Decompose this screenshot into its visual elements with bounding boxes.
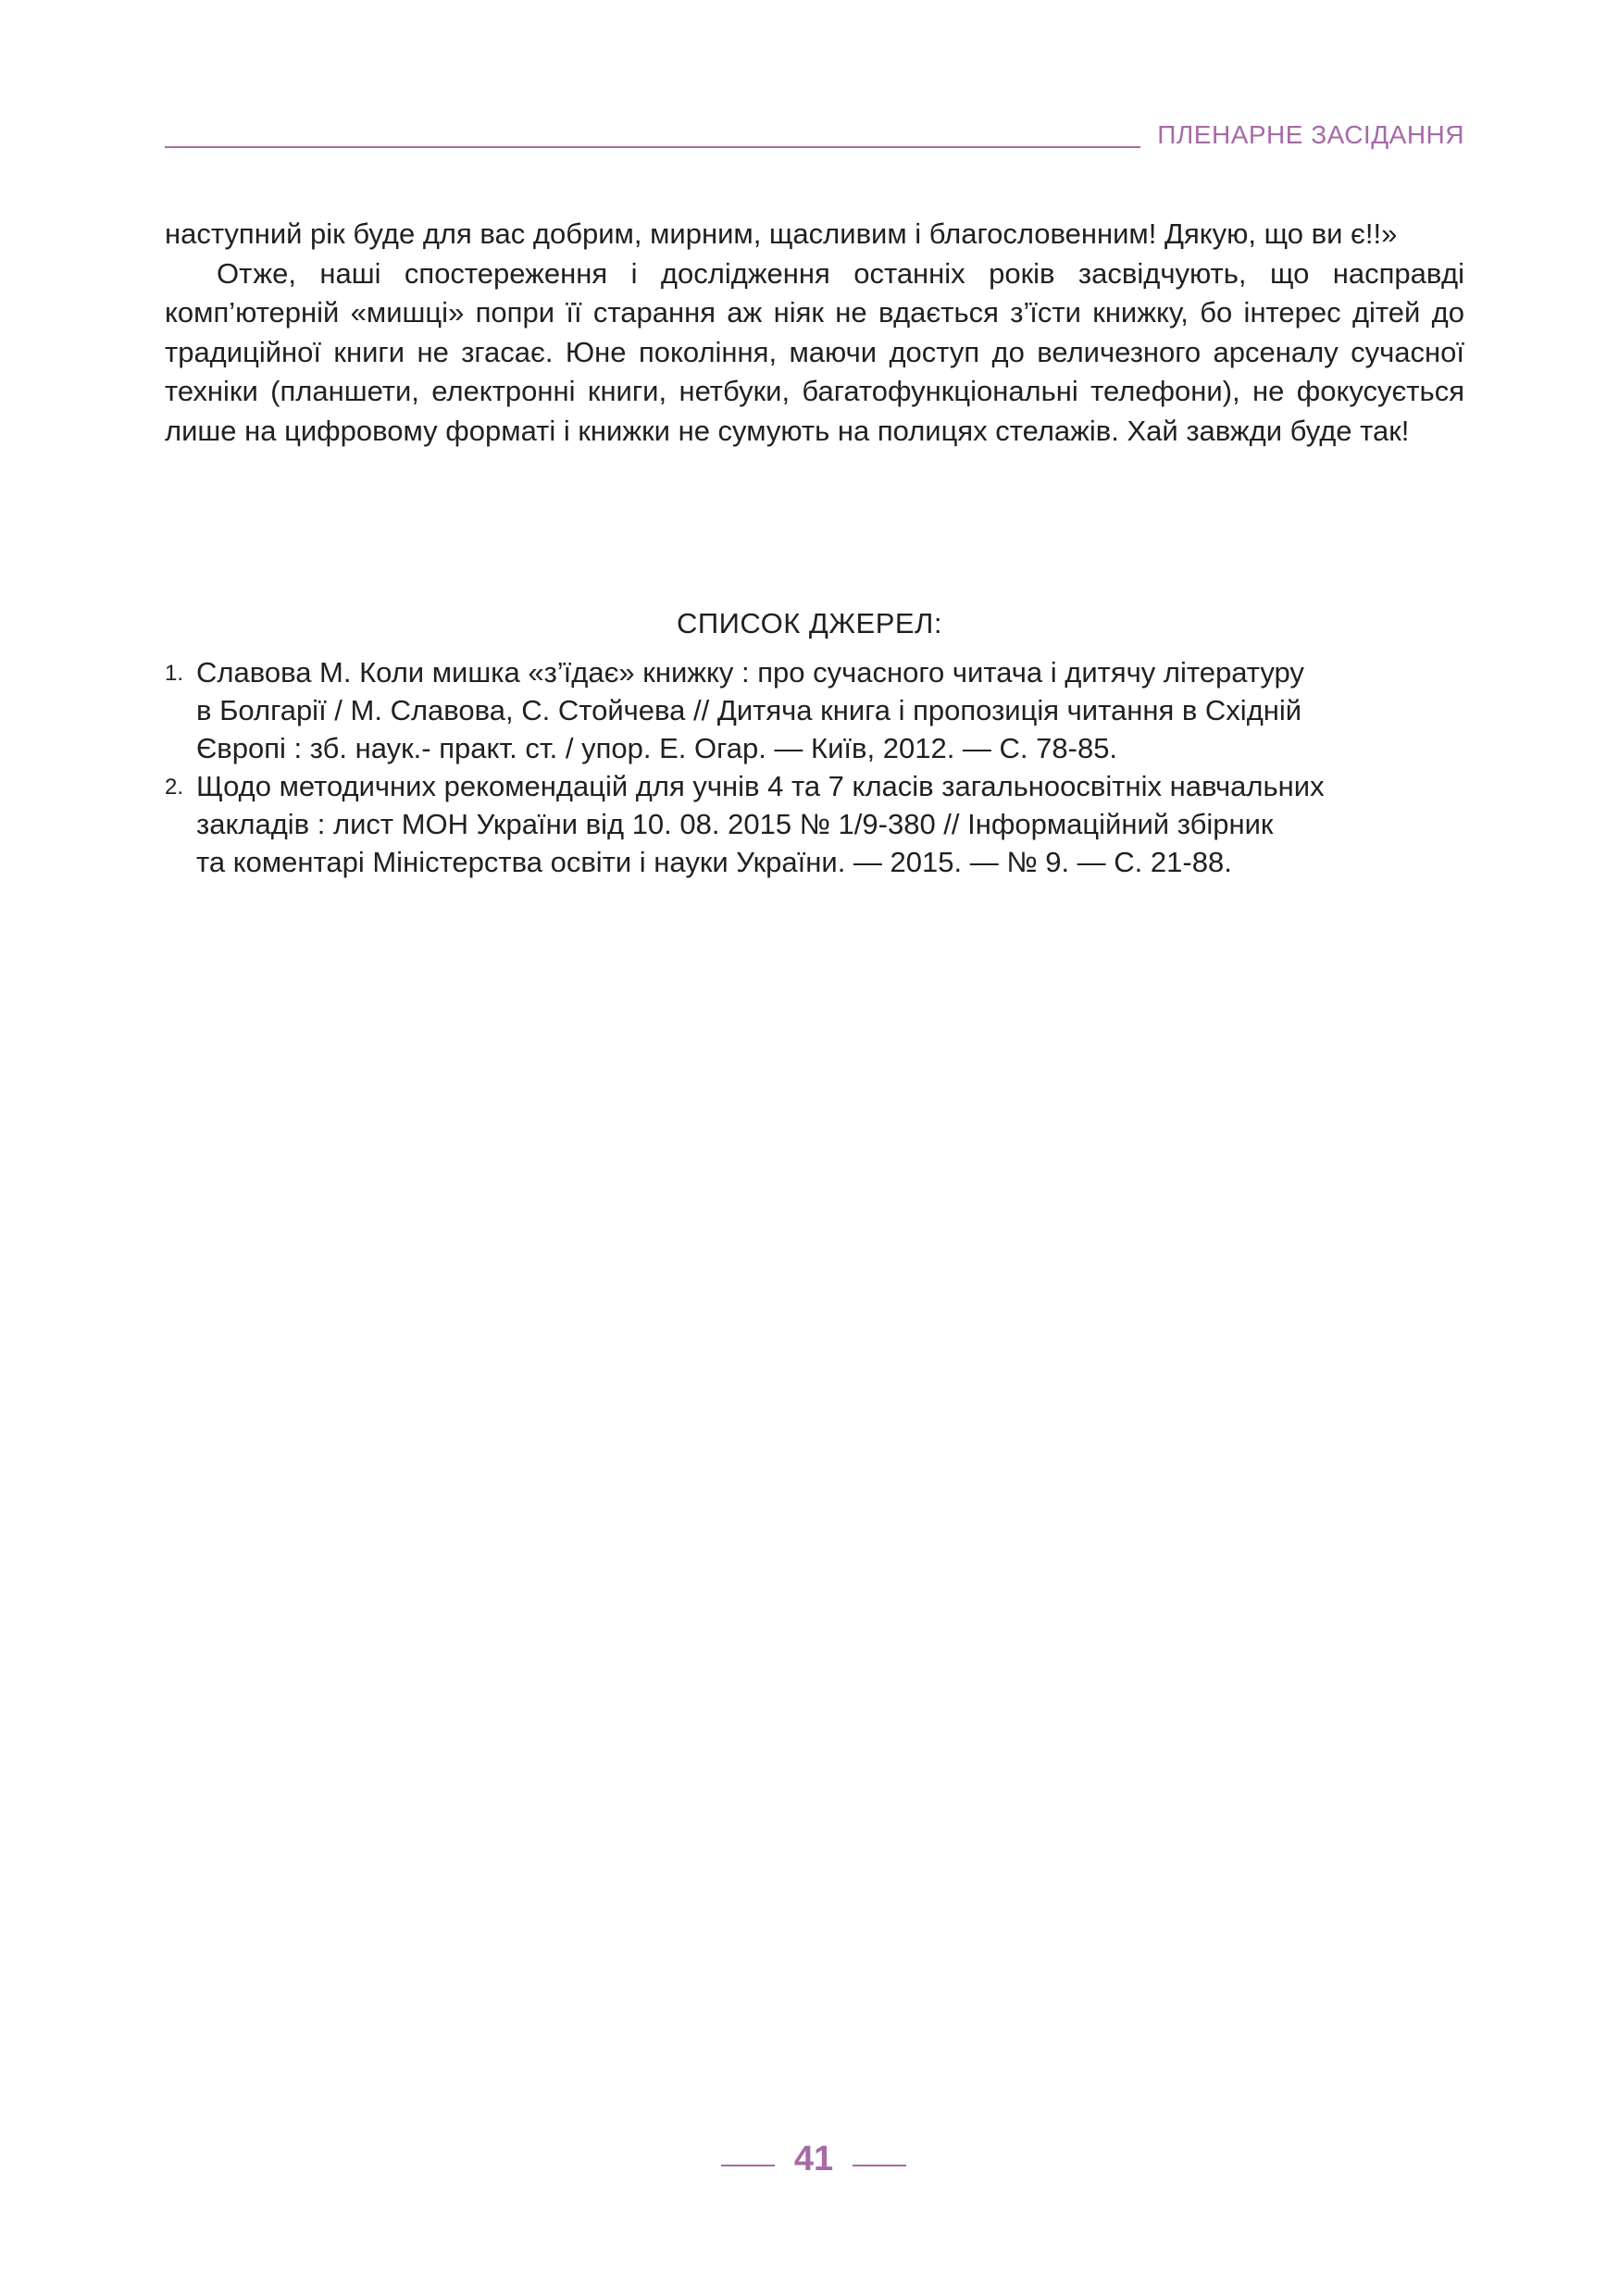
reference-item bbox=[165, 653, 1464, 767]
references-heading: СПИСОК ДЖЕРЕЛ: bbox=[676, 607, 943, 639]
running-header bbox=[165, 117, 1464, 154]
reference-number: 2. bbox=[165, 775, 184, 800]
reference-item bbox=[165, 767, 1464, 881]
reference-line: Славова М. Коли мишка «з’їдає» книжку : про сучасного читача і дитячу літературу bbox=[196, 656, 1304, 689]
reference-line: закладів : лист МОН України від 10. 08. 2015 № 1/9-380 // Інформаційний збірник bbox=[196, 808, 1274, 840]
page-footer bbox=[0, 2140, 1619, 2186]
body-text bbox=[165, 215, 1464, 451]
reference-line: та коментарі Міністерства освіти і науки України. — 2015. — № 9. — С. 21-88. bbox=[196, 846, 1232, 878]
footer-rule-left bbox=[721, 2165, 775, 2166]
reference-number: 1. bbox=[165, 661, 184, 686]
page-number: 41 bbox=[793, 2140, 834, 2178]
paragraph-continuation: наступний рік буде для вас добрим, мирним, щасливим і благословенним! Дякую, що ви є!!» bbox=[165, 217, 1398, 250]
section-title: ПЛЕНАРНЕ ЗАСІДАННЯ bbox=[1157, 120, 1464, 149]
footer-rule-right bbox=[853, 2165, 906, 2166]
reference-line: Європі : зб. наук.- практ. ст. / упор. Е. Огар. — Київ, 2012. — С. 78-85. bbox=[196, 732, 1118, 764]
reference-line: в Болгарії / М. Славова, С. Стойчева // Дитяча книга і пропозиція читання в Східній bbox=[196, 694, 1302, 726]
references-list bbox=[165, 653, 1464, 881]
reference-line: Щодо методичних рекомендацій для учнів 4 та 7 класів загальноосвітніх навчальних bbox=[196, 770, 1325, 802]
header-rule bbox=[165, 146, 1140, 148]
paragraph-conclusion: Отже, наші спостереження і дослідження останніх років засвідчують, що насправді комп’ютерній «мишці» попри її старання аж ніяк не вдається з’їсти книжку, бо інтерес дітей до традиційної книги не згасає. Юне покоління, маючи доступ до величезного арсеналу сучасної техніки (планшети, електронні книги, нетбуки, багатофункціональні телефони), не фокусується лише на цифровому форматі і книжки не сумують на полицях стелажів. Хай завжди буде так! bbox=[165, 256, 1464, 447]
